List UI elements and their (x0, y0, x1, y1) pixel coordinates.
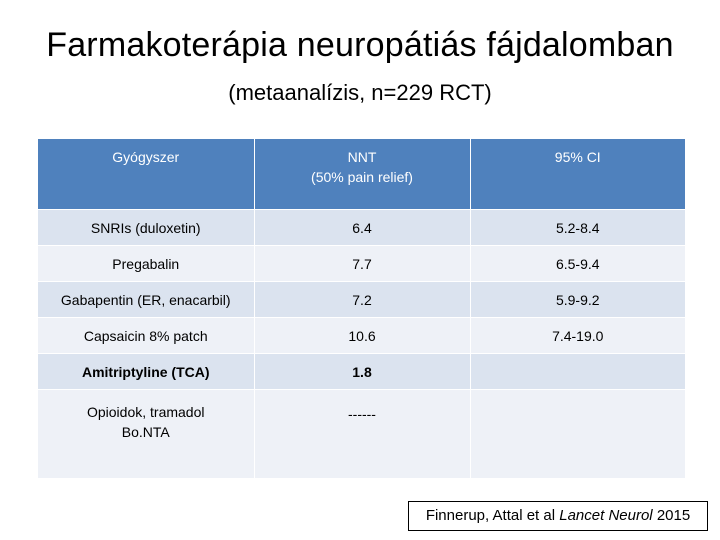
header-nnt-line1: NNT (347, 149, 377, 165)
cell-nnt: 7.2 (254, 282, 470, 318)
table-row (38, 282, 685, 318)
header-nnt-line2: (50% pain relief) (311, 169, 413, 185)
cell-drug: Gabapentin (ER, enacarbil) (38, 282, 254, 318)
drug-table (38, 138, 685, 478)
cell-nnt: 6.4 (254, 210, 470, 246)
cell-drug-line2: Bo.NTA (121, 424, 170, 440)
table-row (38, 246, 685, 282)
cell-nnt: ------ (254, 390, 470, 479)
table-row (38, 390, 685, 479)
cell-nnt: 7.7 (254, 246, 470, 282)
citation-authors: Finnerup, Attal et al (425, 507, 556, 524)
cell-ci: 6.5-9.4 (470, 246, 685, 282)
table-row (38, 318, 685, 354)
cell-ci: 7.4-19.0 (470, 318, 685, 354)
header-nnt (254, 139, 470, 210)
header-drug: Gyógyszer (38, 139, 254, 210)
slide-subtitle: (metaanalízis, n=229 RCT) (228, 80, 492, 105)
cell-drug-line1: Opioidok, tramadol (86, 404, 205, 420)
cell-nnt: 1.8 (254, 354, 470, 390)
table-header-row (38, 139, 685, 210)
citation-journal: Lancet Neurol (559, 507, 653, 524)
cell-ci: 5.2-8.4 (470, 210, 685, 246)
cell-drug: Capsaicin 8% patch (38, 318, 254, 354)
cell-ci (470, 354, 685, 390)
cell-drug (38, 390, 254, 479)
citation-year: 2015 (656, 507, 691, 524)
table-row (38, 354, 685, 390)
citation-box (408, 501, 708, 531)
slide-title: Farmakoterápia neuropátiás fájdalomban (46, 26, 674, 64)
cell-ci: 5.9-9.2 (470, 282, 685, 318)
cell-drug: Pregabalin (38, 246, 254, 282)
cell-drug: Amitriptyline (TCA) (38, 354, 254, 390)
cell-drug: SNRIs (duloxetin) (38, 210, 254, 246)
table-row (38, 210, 685, 246)
header-ci: 95% CI (470, 139, 685, 210)
cell-ci (470, 390, 685, 479)
cell-nnt: 10.6 (254, 318, 470, 354)
